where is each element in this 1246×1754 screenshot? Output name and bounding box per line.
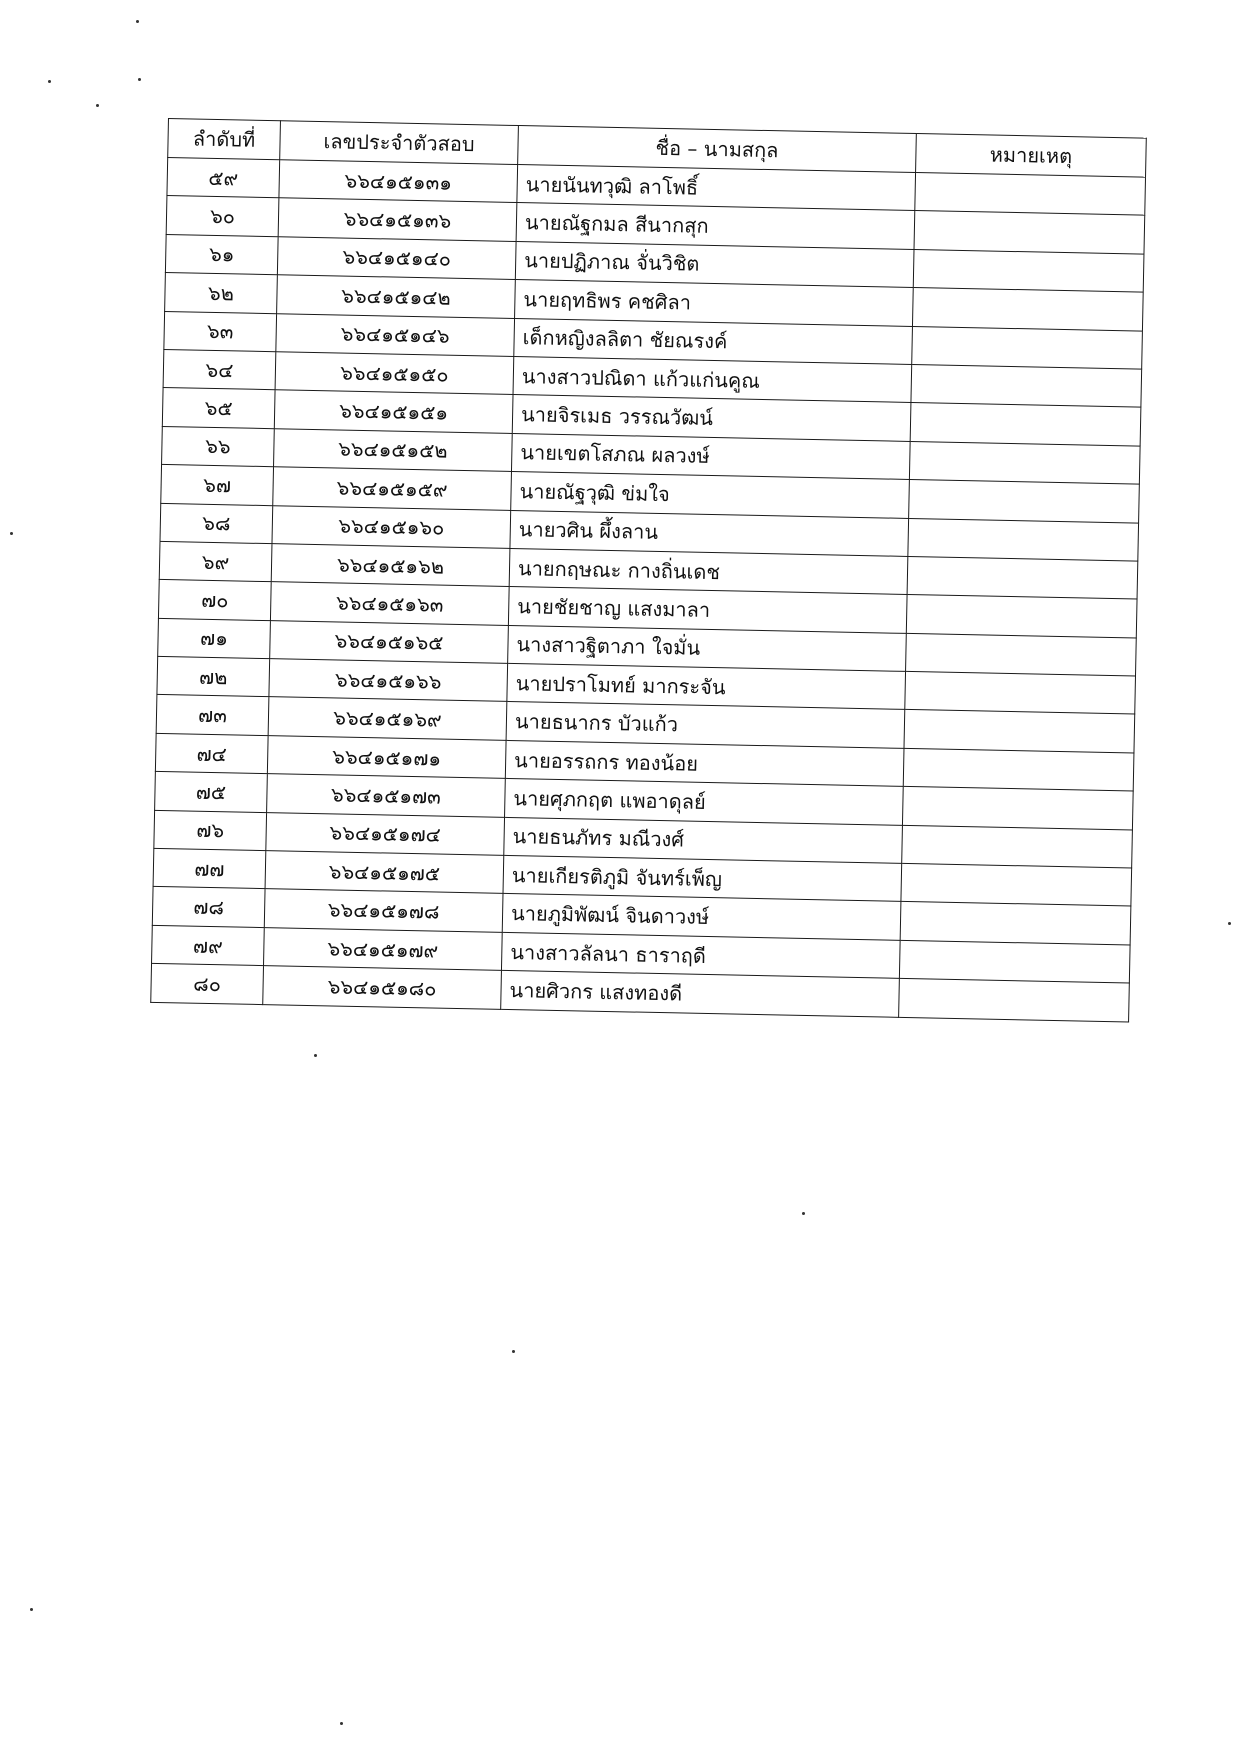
row-name-cell: นางสาวลัลนา ธาราฤดี — [501, 932, 900, 978]
row-order-cell: ๖๘ — [160, 503, 273, 544]
row-name-cell: นางสาวฐิตาภา ใจมั่น — [508, 625, 907, 671]
row-name-cell: นายณัฐวุฒิ ข่มใจ — [511, 472, 910, 518]
row-remarks-cell — [904, 710, 1135, 753]
row-remarks-cell — [902, 787, 1133, 830]
row-name-cell: นายกฤษณะ กางถิ่นเดช — [509, 548, 908, 594]
row-exam-id-cell: ๖๖๔๑๕๑๖๐ — [272, 505, 511, 548]
scan-speck — [512, 1350, 515, 1353]
scan-speck — [138, 78, 141, 81]
row-order-cell: ๖๒ — [165, 273, 278, 314]
row-exam-id-cell: ๖๖๔๑๕๑๓๖ — [278, 198, 517, 241]
scan-speck — [314, 1054, 317, 1057]
row-name-cell: นายธนภัทร มณีวงศ์ — [504, 817, 903, 863]
row-exam-id-cell: ๖๖๔๑๕๑๖๒ — [271, 544, 510, 587]
row-name-cell: นายอรรถกร ทองน้อย — [505, 740, 904, 786]
row-order-cell: ๗๖ — [154, 810, 267, 851]
row-name-cell: นายณัฐกมล สีนากสุก — [516, 203, 915, 249]
row-order-cell: ๖๗ — [161, 465, 274, 506]
scan-speck — [1228, 922, 1231, 925]
row-order-cell: ๖๕ — [162, 388, 275, 429]
exam-roster-table — [150, 118, 1147, 1022]
row-remarks-cell — [908, 518, 1139, 561]
row-order-cell: ๗๒ — [157, 656, 270, 697]
row-order-cell: ๕๙ — [167, 158, 280, 199]
row-remarks-cell — [913, 249, 1144, 292]
row-order-cell: ๗๐ — [158, 580, 271, 621]
row-remarks-cell — [907, 556, 1138, 599]
row-name-cell: นายนันทวุฒิ ลาโพธิ์ — [517, 165, 916, 211]
row-name-cell: นายปฏิภาณ จั่นวิชิต — [515, 241, 914, 287]
row-remarks-cell — [909, 480, 1140, 523]
row-remarks-cell — [899, 940, 1130, 983]
row-exam-id-cell: ๖๖๔๑๕๑๓๑ — [279, 160, 518, 203]
row-order-cell: ๖๖ — [162, 426, 275, 467]
row-remarks-cell — [901, 863, 1132, 906]
roster-table-container — [150, 118, 1146, 1022]
row-remarks-cell — [911, 364, 1142, 407]
row-exam-id-cell: ๖๖๔๑๕๑๕๐ — [275, 352, 514, 395]
header-name: ชื่อ – นามสกุล — [518, 126, 917, 173]
row-order-cell: ๘๐ — [151, 964, 264, 1005]
row-remarks-cell — [906, 633, 1137, 676]
row-remarks-cell — [912, 288, 1143, 331]
row-name-cell: นายวศิน ผึ้งลาน — [510, 510, 909, 556]
row-order-cell: ๖๔ — [163, 349, 276, 390]
row-remarks-cell — [915, 173, 1146, 216]
row-exam-id-cell: ๖๖๔๑๕๑๗๙ — [264, 927, 503, 970]
row-exam-id-cell: ๖๖๔๑๕๑๗๔ — [266, 812, 505, 855]
row-remarks-cell — [903, 748, 1134, 791]
row-name-cell: นายภูมิพัฒน์ จินดาวงษ์ — [502, 894, 901, 940]
row-remarks-cell — [902, 825, 1133, 868]
row-order-cell: ๗๕ — [155, 772, 268, 813]
row-order-cell: ๗๘ — [152, 887, 265, 928]
scan-speck — [48, 80, 51, 83]
row-name-cell: นายปราโมทย์ มากระจัน — [507, 664, 906, 710]
row-exam-id-cell: ๖๖๔๑๕๑๖๙ — [268, 697, 507, 740]
row-exam-id-cell: ๖๖๔๑๕๑๔๖ — [276, 313, 515, 356]
row-name-cell: นางสาวปณิดา แก้วแก่นคูณ — [513, 356, 912, 402]
row-remarks-cell — [909, 441, 1140, 484]
row-exam-id-cell: ๖๖๔๑๕๑๗๘ — [264, 889, 503, 932]
row-remarks-cell — [899, 979, 1130, 1022]
scan-speck — [802, 1212, 805, 1215]
row-order-cell: ๖๐ — [166, 196, 279, 237]
header-exam-id: เลขประจำตัวสอบ — [280, 121, 519, 165]
header-remarks: หมายเหตุ — [916, 134, 1147, 178]
row-exam-id-cell: ๖๖๔๑๕๑๘๐ — [263, 966, 502, 1009]
scan-speck — [10, 532, 13, 535]
row-name-cell: นายธนากร บัวแก้ว — [506, 702, 905, 748]
table-body — [151, 158, 1146, 1022]
row-order-cell: ๗๗ — [153, 848, 266, 889]
row-remarks-cell — [912, 326, 1143, 369]
header-order: ลำดับที่ — [168, 119, 281, 160]
row-name-cell: เด็กหญิงลลิตา ชัยณรงค์ — [514, 318, 913, 364]
row-name-cell: นายจิรเมธ วรรณวัฒน์ — [512, 395, 911, 441]
row-name-cell: นายฤทธิพร คชศิลา — [515, 280, 914, 326]
row-remarks-cell — [900, 902, 1131, 945]
row-order-cell: ๖๑ — [165, 234, 278, 275]
row-order-cell: ๗๔ — [155, 733, 268, 774]
row-order-cell: ๗๙ — [152, 925, 265, 966]
row-order-cell: ๖๓ — [164, 311, 277, 352]
row-exam-id-cell: ๖๖๔๑๕๑๕๒ — [274, 428, 513, 471]
scan-speck — [136, 20, 139, 23]
row-exam-id-cell: ๖๖๔๑๕๑๖๓ — [270, 582, 509, 625]
scan-speck — [340, 1722, 343, 1725]
row-order-cell: ๗๑ — [158, 618, 271, 659]
row-remarks-cell — [905, 671, 1136, 714]
row-exam-id-cell: ๖๖๔๑๕๑๖๖ — [269, 659, 508, 702]
row-name-cell: นายเกียรติภูมิ จันทร์เพ็ญ — [503, 855, 902, 901]
row-exam-id-cell: ๖๖๔๑๕๑๗๑ — [267, 735, 506, 778]
row-name-cell: นายศุภกฤต แพอาดุลย์ — [505, 779, 904, 825]
row-name-cell: นายเขตโสภณ ผลวงษ์ — [511, 433, 910, 479]
row-exam-id-cell: ๖๖๔๑๕๑๔๒ — [277, 275, 516, 318]
row-exam-id-cell: ๖๖๔๑๕๑๗๓ — [267, 774, 506, 817]
row-remarks-cell — [906, 595, 1137, 638]
row-order-cell: ๖๙ — [159, 541, 272, 582]
row-remarks-cell — [910, 403, 1141, 446]
row-name-cell: นายศิวกร แสงทองดี — [501, 971, 900, 1017]
row-exam-id-cell: ๖๖๔๑๕๑๔๐ — [277, 237, 516, 280]
row-exam-id-cell: ๖๖๔๑๕๑๕๑ — [274, 390, 513, 433]
scan-speck — [30, 1608, 33, 1611]
scan-speck — [96, 104, 99, 107]
row-exam-id-cell: ๖๖๔๑๕๑๖๕ — [270, 620, 509, 663]
row-remarks-cell — [914, 211, 1145, 254]
row-order-cell: ๗๓ — [156, 695, 269, 736]
row-name-cell: นายชัยชาญ แสงมาลา — [508, 587, 907, 633]
row-exam-id-cell: ๖๖๔๑๕๑๗๕ — [265, 851, 504, 894]
row-exam-id-cell: ๖๖๔๑๕๑๕๙ — [273, 467, 512, 510]
